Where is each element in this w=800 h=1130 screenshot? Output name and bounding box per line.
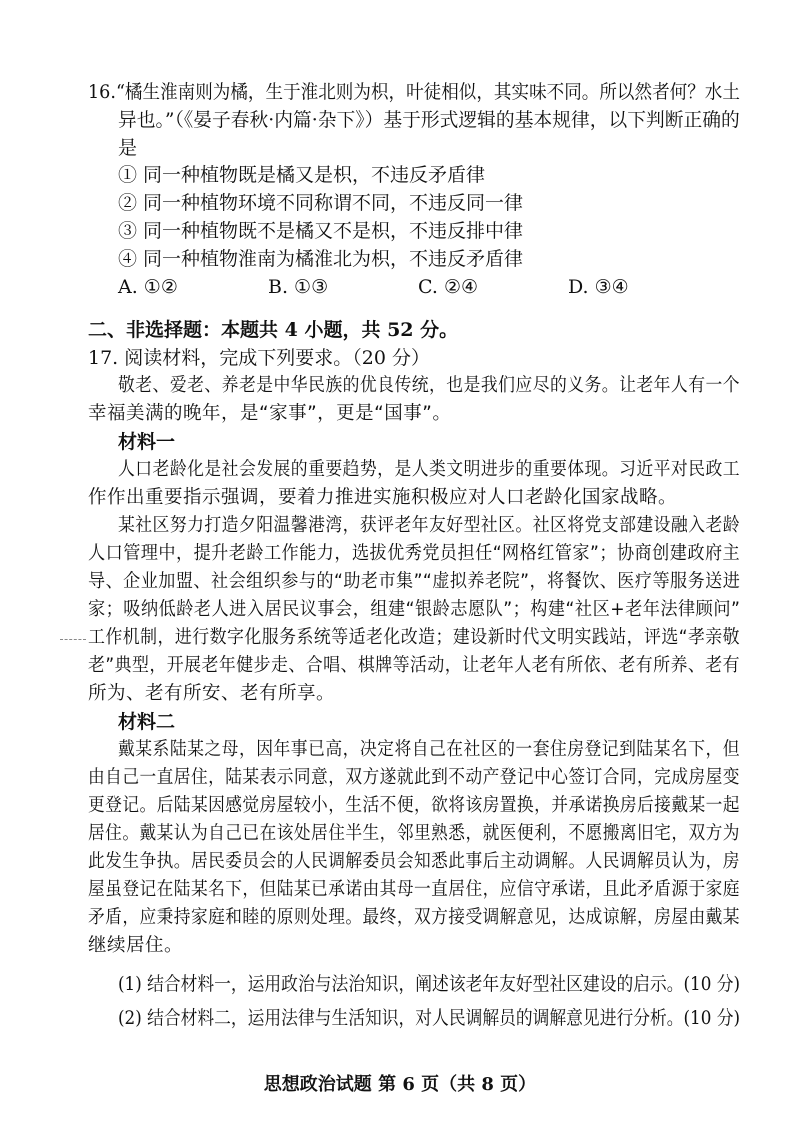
material-1-p2-line-7: 所为、老有所安、老有所享。 xyxy=(88,683,336,704)
q16-option-a: A. ①② xyxy=(118,276,178,298)
q17-subquestion-1: (1) 结合材料一，运用政治与法治知识，阐述该老年友好型社区建设的启示。(10 分) xyxy=(118,973,741,995)
q16-statement-3: ③ 同一种植物既不是橘又不是枳，不违反排中律 xyxy=(118,220,524,242)
q16-option-d: D. ③④ xyxy=(568,276,629,298)
material-2-line-1: 戴某系陆某之母，因年事已高，决定将自己在社区的一套住房登记到陆某名下，但 xyxy=(118,739,741,760)
q16-option-c: C. ②④ xyxy=(418,276,479,298)
material-1-p1-line-2: 作作出重要指示强调，要着力推进实施积极应对人口老龄化国家战略。 xyxy=(88,487,678,508)
material-2-line-6: 屋虽登记在陆某名下，但陆某已承诺由其母一直居住，应信守承诺，且此矛盾源于家庭 xyxy=(88,879,740,900)
material-1-p1-line-1: 人口老龄化是社会发展的重要趋势，是人类文明进步的重要体现。习近平对民政工 xyxy=(118,459,741,480)
material-2-title: 材料二 xyxy=(118,711,176,733)
q16-option-b: B. ①③ xyxy=(268,276,329,298)
q16-statement-1: ① 同一种植物既是橘又是枳，不违反矛盾律 xyxy=(118,164,486,186)
q16-statement-4: ④ 同一种植物淮南为橘淮北为枳，不违反矛盾律 xyxy=(118,248,524,270)
section-2-heading: 二、非选择题：本题共 4 小题，共 52 分。 xyxy=(88,319,459,341)
material-1-p2-line-2: 人口管理中，提升老龄工作能力，选拔优秀党员担任“网格红管家”；协商创建政府主 xyxy=(88,543,741,564)
material-1-title: 材料一 xyxy=(118,431,176,453)
material-2-line-3: 更登记。后陆某因感觉房屋较小，生活不便，欲将该房置换，并承诺换房后接戴某一起 xyxy=(88,795,740,816)
q16-stem-line-3: 是 xyxy=(118,137,138,159)
q17-intro-line-2: 幸福美满的晚年，是“家事”，更是“国事”。 xyxy=(88,403,452,424)
q16-statement-2: ② 同一种植物环境不同称谓不同，不违反同一律 xyxy=(118,192,524,214)
material-2-line-2: 由自己一直居住，陆某表示同意，双方遂就此到不动产登记中心签订合同，完成房屋变 xyxy=(88,767,740,788)
material-1-p2-line-1: 某社区努力打造夕阳温馨港湾，获评老年友好型社区。社区将党支部建设融入老龄 xyxy=(118,515,741,536)
material-2-line-5: 此发生争执。居民委员会的人民调解委员会知悉此事后主动调解。人民调解员认为，房 xyxy=(88,851,740,872)
q17-prompt: 17. 阅读材料，完成下列要求。（20 分） xyxy=(88,347,430,369)
material-1-p2-line-3: 导、企业加盟、社会组织参与的“助老市集”“虚拟养老院”，将餐饮、医疗等服务送进 xyxy=(88,571,741,592)
material-1-p2-line-4: 家；吸纳低龄老人进入居民议事会，组建“银龄志愿队”；构建“社区+老年法律顾问” xyxy=(88,599,741,620)
material-1-p2-line-6: 老”典型，开展老年健步走、合唱、棋牌等活动，让老年人老有所依、老有所养、老有 xyxy=(88,655,741,676)
material-1-p2-line-5: 工作机制，进行数字化服务系统等适老化改造；建设新时代文明实践站，评选“孝亲敬 xyxy=(88,627,741,648)
q16-stem-line-1: 16.“橘生淮南则为橘，生于淮北则为枳，叶徒相似，其实味不同。所以然者何？水土 xyxy=(88,81,740,103)
q16-stem-line-2: 异也。”（《晏子春秋·内篇·杂下》）基于形式逻辑的基本规律，以下判断正确的 xyxy=(118,109,740,131)
material-2-line-8: 继续居住。 xyxy=(88,935,184,956)
q17-subquestion-2: (2) 结合材料二，运用法律与生活知识，对人民调解员的调解意见进行分析。(10 分) xyxy=(118,1007,741,1029)
scan-mark xyxy=(60,639,86,640)
q17-intro-line-1: 敬老、爱老、养老是中华民族的优良传统，也是我们应尽的义务。让老年人有一个 xyxy=(118,375,741,396)
material-2-line-7: 矛盾，应秉持家庭和睦的原则处理。最终，双方接受调解意见，达成谅解，房屋由戴某 xyxy=(88,907,740,928)
material-2-line-4: 居住。戴某认为自己已在该处居住半生，邻里熟悉，就医便利，不愿搬离旧宅，双方为 xyxy=(88,823,740,844)
page-footer: 思想政治试题 第 6 页（共 8 页） xyxy=(263,1074,537,1095)
